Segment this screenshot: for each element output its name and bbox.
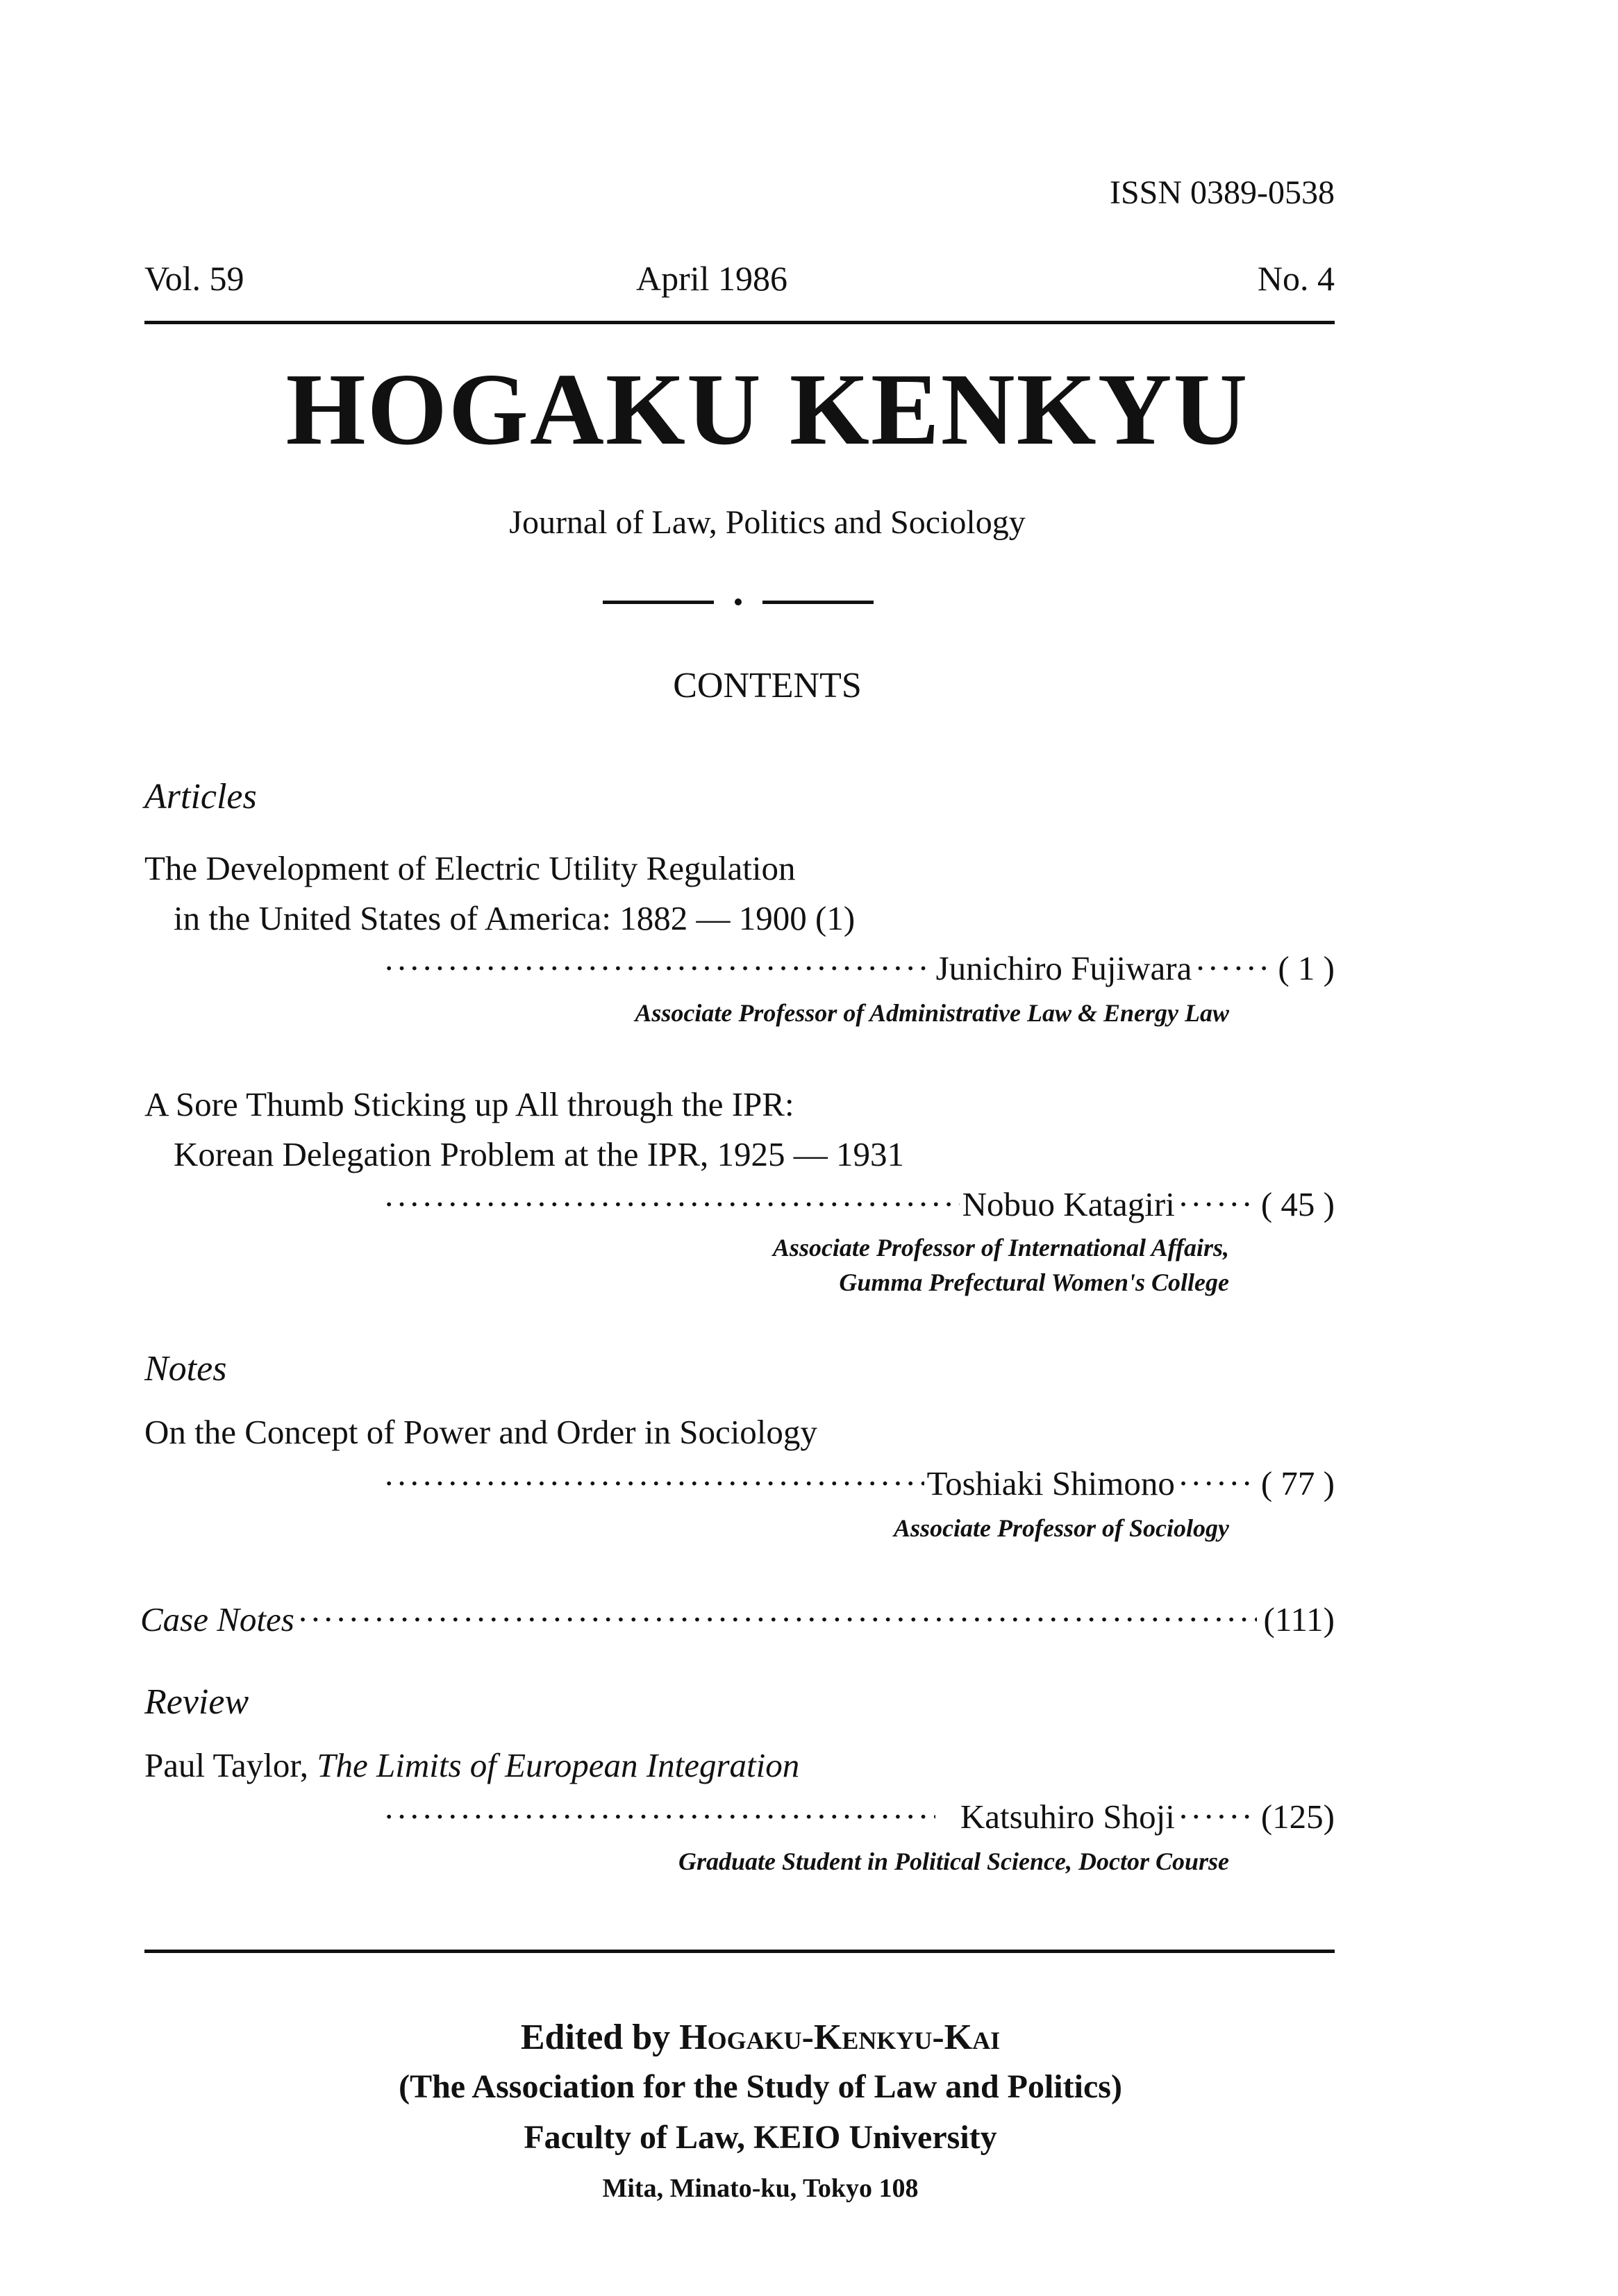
article-1-title-line1: The Development of Electric Utility Regulation: [144, 849, 796, 887]
leader-dots: [1178, 1184, 1254, 1224]
edited-by-line: [0, 2017, 1569, 2058]
review-1-affiliation: Graduate Student in Political Science, Doctor Course: [678, 1847, 1229, 1875]
case-notes-entry-line: [140, 1600, 1335, 1639]
bottom-rule: [144, 1950, 1335, 1953]
journal-subtitle: Journal of Law, Politics and Sociology: [509, 504, 1026, 541]
article-2-title-line2: Korean Delegation Problem at the IPR, 1925 — 1931: [174, 1135, 904, 1173]
ornament-line-right: [762, 601, 874, 604]
section-heading-notes: Notes: [144, 1349, 227, 1389]
article-2-affiliation-line1: Associate Professor of International Affairs,: [772, 1234, 1229, 1262]
leader-dots: [1178, 1797, 1254, 1836]
issue-number: No. 4: [1257, 259, 1335, 298]
review-1-title: [144, 1745, 799, 1785]
faculty-name: Faculty of Law, KEIO University: [524, 2119, 997, 2156]
ornament-dot: [735, 598, 742, 605]
ornament-line-left: [603, 601, 714, 604]
section-heading-review: Review: [144, 1682, 249, 1722]
article-1-author: Junichiro Fujiwara: [935, 949, 1192, 987]
article-2-author: Nobuo Katagiri: [962, 1185, 1175, 1223]
review-1-reviewed-author: Paul Taylor,: [144, 1746, 317, 1784]
article-2-affiliation-line2: Gumma Prefectural Women's College: [839, 1268, 1229, 1296]
section-heading-articles: Articles: [144, 777, 257, 816]
top-rule: [144, 321, 1335, 324]
article-1-affiliation: Associate Professor of Administrative Law & Energy Law: [635, 999, 1229, 1027]
leader-dots: [1194, 948, 1271, 988]
note-1-title: On the Concept of Power and Order in Sociology: [144, 1413, 817, 1451]
review-1-author: Katsuhiro Shoji: [960, 1798, 1175, 1836]
issn-number: ISSN 0389-0538: [1109, 174, 1335, 211]
note-1-entry-line: [381, 1464, 1335, 1503]
association-name: (The Association for the Study of Law and Politics): [399, 2068, 1122, 2105]
section-heading-case-notes: Case Notes: [140, 1600, 294, 1639]
article-2-entry-line: [381, 1184, 1335, 1224]
review-1-page: (125): [1260, 1798, 1335, 1836]
note-1-page: ( 77 ): [1260, 1464, 1335, 1502]
leader-dots: [383, 948, 933, 988]
leader-dots: [1178, 1464, 1254, 1503]
case-notes-page: (111): [1263, 1600, 1335, 1639]
editor-name: Hogaku-Kenkyu-Kai: [679, 2018, 1001, 2057]
volume-label: Vol. 59: [144, 259, 244, 298]
article-2-page: ( 45 ): [1260, 1185, 1335, 1223]
article-1-entry-line: [381, 948, 1335, 988]
leader-dots: [383, 1797, 935, 1836]
issue-date: April 1986: [635, 259, 788, 298]
ornament-divider: [603, 592, 874, 612]
note-1-author: Toshiaki Shimono: [926, 1464, 1175, 1502]
leader-dots: [383, 1464, 924, 1503]
note-1-affiliation: Associate Professor of Sociology: [894, 1514, 1229, 1542]
edited-by-label: Edited by: [520, 2018, 680, 2057]
journal-title: HOGAKU KENKYU: [285, 353, 1249, 467]
review-1-book-title: The Limits of European Integration: [317, 1746, 800, 1784]
address: Mita, Minato-ku, Tokyo 108: [602, 2174, 919, 2203]
leader-dots: [383, 1184, 960, 1224]
article-1-title-line2: in the United States of America: 1882 — 1900 (1): [174, 899, 856, 937]
contents-heading: CONTENTS: [673, 666, 862, 705]
article-1-page: ( 1 ): [1278, 949, 1335, 987]
review-1-entry-line: [381, 1797, 1335, 1836]
article-2-title-line1: A Sore Thumb Sticking up All through the IPR:: [144, 1085, 794, 1123]
leader-dots: [297, 1600, 1257, 1639]
